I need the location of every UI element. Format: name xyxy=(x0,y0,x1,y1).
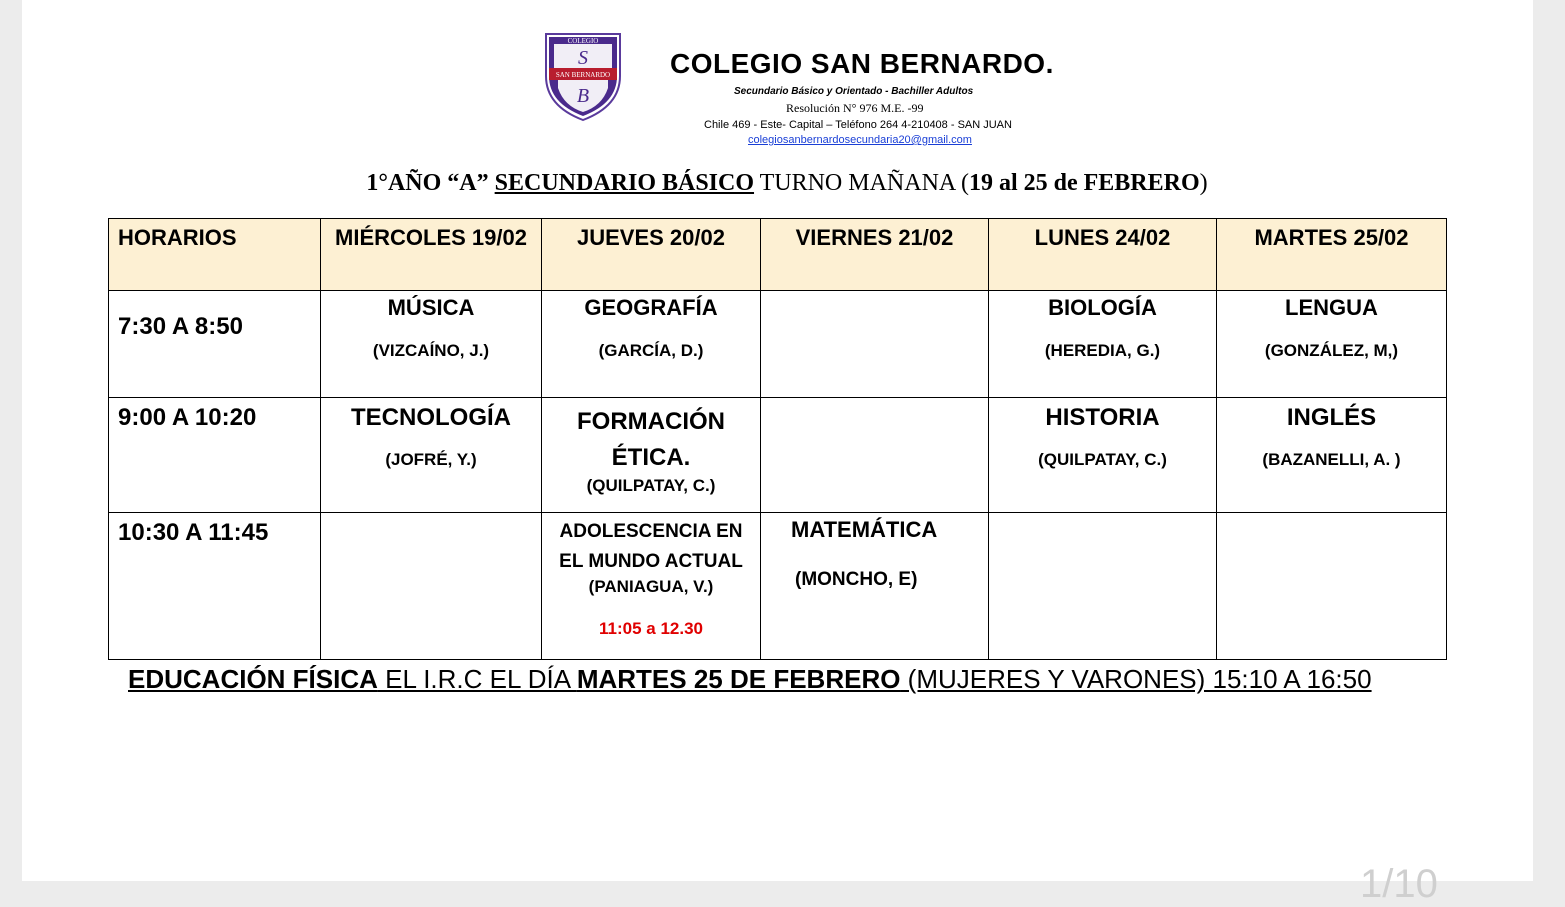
class-cell xyxy=(542,398,761,513)
table-row xyxy=(109,291,1447,398)
svg-text:COLEGIO: COLEGIO xyxy=(567,37,599,45)
teacher-name: (GARCÍA, D.) xyxy=(598,341,704,360)
column-header: VIERNES 21/02 xyxy=(761,219,989,291)
class-cell xyxy=(761,398,989,513)
school-subtitle: Secundario Básico y Orientado - Bachiller Adultos xyxy=(734,86,974,97)
school-email-link[interactable]: colegiosanbernardosecundaria20@gmail.com xyxy=(748,134,972,146)
class-cell xyxy=(321,398,542,513)
class-cell xyxy=(542,513,761,660)
subject-name: MÚSICA xyxy=(387,295,475,320)
teacher-name: (GONZÁLEZ, M,) xyxy=(1264,341,1399,360)
school-address: Chile 469 - Este- Capital – Teléfono 264 4-210408 - SAN JUAN xyxy=(704,119,1012,131)
subject-name: MATEMÁTICA xyxy=(791,517,938,542)
class-cell xyxy=(542,291,761,398)
table-row xyxy=(109,513,1447,660)
school-name: COLEGIO SAN BERNARDO. xyxy=(670,48,1054,79)
subject-name: BIOLOGÍA xyxy=(1048,295,1157,320)
column-header: MIÉRCOLES 19/02 xyxy=(321,219,542,291)
class-cell xyxy=(1217,398,1447,513)
teacher-name: (PANIAGUA, V.) xyxy=(588,577,714,596)
table-row xyxy=(109,398,1447,513)
class-cell xyxy=(761,513,989,660)
subject-name: INGLÉS xyxy=(1286,404,1377,431)
column-header: HORARIOS xyxy=(109,219,321,291)
title-dates: 19 al 25 de FEBRERO xyxy=(968,170,1200,196)
letterhead xyxy=(22,0,1533,160)
class-cell xyxy=(1217,513,1447,660)
svg-text:S: S xyxy=(578,47,588,69)
document-page xyxy=(22,0,1533,881)
svg-text:SAN BERNARDO: SAN BERNARDO xyxy=(555,71,611,79)
svg-text:B: B xyxy=(576,85,590,107)
title-close: ) xyxy=(1199,170,1208,196)
title-grade: 1°AÑO “A” xyxy=(366,170,495,196)
time-cell: 7:30 A 8:50 xyxy=(109,291,321,398)
time-cell: 10:30 A 11:45 xyxy=(109,513,321,660)
teacher-name: (VIZCAÍNO, J.) xyxy=(372,341,490,360)
subject-name: TECNOLOGÍA xyxy=(351,404,511,431)
subject-name: FORMACIÓN ÉTICA. xyxy=(577,408,725,471)
footer-details: (MUJERES Y VARONES) 15:10 A 16:50 xyxy=(900,664,1372,694)
teacher-name: (MONCHO, E) xyxy=(795,569,918,590)
teacher-name: (QUILPATAY, C.) xyxy=(586,476,716,495)
school-crest-logo xyxy=(542,28,624,122)
teacher-name: (QUILPATAY, C.) xyxy=(1038,450,1167,469)
teacher-name: (BAZANELLI, A. ) xyxy=(1262,450,1401,469)
title-shift: TURNO MAÑANA ( xyxy=(754,170,969,196)
schedule-title xyxy=(22,170,1552,197)
table-header-row xyxy=(109,219,1447,291)
time-cell: 9:00 A 10:20 xyxy=(109,398,321,513)
title-level: SECUNDARIO BÁSICO xyxy=(494,170,755,196)
footer-place: EL I.R.C EL DÍA xyxy=(377,664,577,694)
physical-education-note xyxy=(128,664,1372,695)
teacher-name: (HEREDIA, G.) xyxy=(1044,341,1161,360)
schedule-table xyxy=(108,218,1447,660)
class-cell xyxy=(989,513,1217,660)
column-header: JUEVES 20/02 xyxy=(542,219,761,291)
subject-name: HISTORIA xyxy=(1045,404,1160,431)
class-cell xyxy=(321,291,542,398)
footer-subject: EDUCACIÓN FÍSICA xyxy=(128,664,378,694)
class-cell xyxy=(989,398,1217,513)
column-header: LUNES 24/02 xyxy=(989,219,1217,291)
class-cell xyxy=(321,513,542,660)
page-indicator: 1/10 xyxy=(1360,862,1438,906)
teacher-name: (JOFRÉ, Y.) xyxy=(385,450,477,469)
subject-name: LENGUA xyxy=(1285,295,1378,320)
subject-name: GEOGRAFÍA xyxy=(584,295,718,320)
class-cell xyxy=(761,291,989,398)
subject-name: ADOLESCENCIA EN EL MUNDO ACTUAL xyxy=(559,521,743,572)
column-header: MARTES 25/02 xyxy=(1217,219,1447,291)
class-cell xyxy=(989,291,1217,398)
school-resolution: Resolución N° 976 M.E. -99 xyxy=(786,101,924,115)
class-cell xyxy=(1217,291,1447,398)
footer-date: MARTES 25 DE FEBRERO xyxy=(576,664,901,694)
time-note: 11:05 a 12.30 xyxy=(599,619,703,638)
